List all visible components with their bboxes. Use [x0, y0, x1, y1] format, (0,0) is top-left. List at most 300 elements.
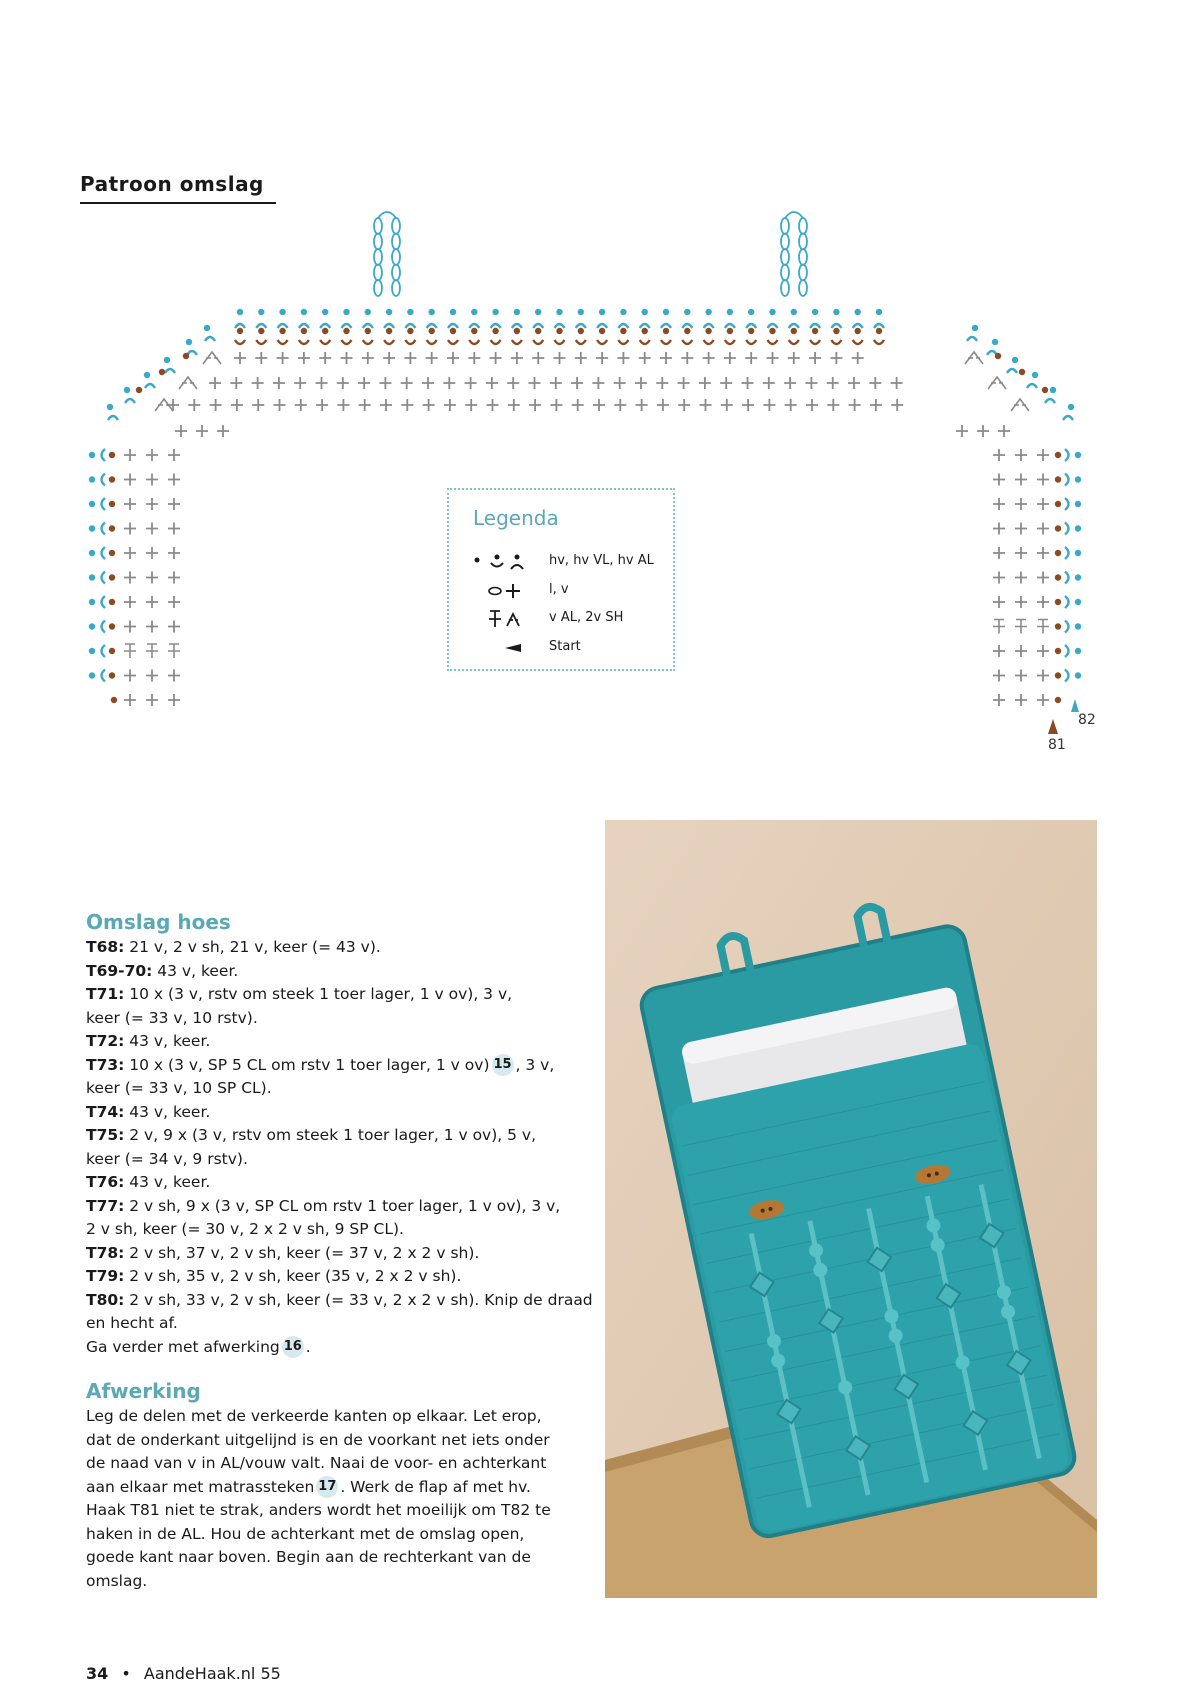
single-crochet-symbol: [209, 377, 221, 389]
side-arc: [1065, 645, 1069, 657]
single-crochet-symbol: [532, 352, 544, 364]
chain-oval: [799, 249, 807, 265]
single-crochet-symbol: [1037, 547, 1049, 559]
step-badge: 16: [282, 1336, 304, 1358]
back-loop-arc: [533, 324, 543, 328]
single-crochet-symbol: [550, 399, 562, 411]
chain-oval: [392, 280, 400, 296]
front-loop-arc: [427, 340, 437, 344]
single-crochet-symbol: [295, 399, 307, 411]
chain-dot: [663, 309, 669, 315]
instruction-line: [86, 1030, 596, 1054]
instruction-line: [86, 1265, 596, 1289]
chain-dot: [322, 309, 328, 315]
single-crochet-symbol: [124, 474, 136, 486]
back-loop-arc: [165, 369, 175, 373]
chain-dot: [791, 309, 797, 315]
chain-dot: [1055, 599, 1061, 605]
single-crochet-symbol: [636, 399, 648, 411]
single-crochet-symbol: [993, 670, 1005, 682]
chain-dot: [89, 599, 95, 605]
side-arc: [102, 547, 106, 559]
chain-dot: [620, 328, 626, 334]
chain-dot: [159, 369, 165, 375]
back-loop-arc: [1027, 384, 1037, 388]
row-label: T79:: [86, 1267, 125, 1285]
single-crochet-symbol: [168, 449, 180, 461]
chain-dot: [365, 309, 371, 315]
single-crochet-symbol: [168, 694, 180, 706]
instruction-line: [86, 1546, 596, 1570]
instruction-text: 2 v, 9 x (3 v, rstv om steek 1 toer lager, 1 v ov), 5 v,: [124, 1126, 537, 1144]
single-crochet-symbol: [849, 399, 861, 411]
side-arc: [102, 498, 106, 510]
chain-oval: [781, 265, 789, 281]
decrease-symbol: [203, 352, 221, 364]
front-loop-arc: [853, 340, 863, 344]
single-crochet-symbol: [869, 377, 881, 389]
chain-dot: [1055, 476, 1061, 482]
chain-oval: [392, 234, 400, 250]
front-loop-arc: [746, 340, 756, 344]
chain-dot: [386, 328, 392, 334]
back-loop-arc: [768, 324, 778, 328]
single-crochet-symbol: [124, 547, 136, 559]
side-arc: [102, 474, 106, 486]
side-arc: [102, 572, 106, 584]
single-crochet-symbol: [1015, 572, 1027, 584]
instruction-text: de naad van v in AL/vouw valt. Naai de voor- en achterkant: [86, 1454, 547, 1472]
single-crochet-symbol: [993, 547, 1005, 559]
single-crochet-symbol: [554, 352, 566, 364]
single-crochet-symbol: [168, 547, 180, 559]
single-crochet-symbol: [784, 377, 796, 389]
front-loop-arc: [768, 340, 778, 344]
front-loop-arc: [831, 340, 841, 344]
front-loop-arc: [597, 340, 607, 344]
chain-dot: [109, 672, 115, 678]
heading-afwerking: Afwerking: [86, 1379, 201, 1403]
single-crochet-symbol: [359, 399, 371, 411]
single-crochet-symbol: [230, 377, 242, 389]
front-loop-arc: [640, 340, 650, 344]
chain-dot: [972, 325, 978, 331]
single-crochet-symbol: [660, 352, 672, 364]
side-arc: [102, 449, 106, 461]
single-crochet-symbol: [423, 399, 435, 411]
back-loop-arc: [1007, 369, 1017, 373]
front-loop-arc: [618, 340, 628, 344]
instruction-line: [86, 1171, 596, 1195]
back-loop-arc: [725, 324, 735, 328]
chain-dot: [514, 328, 520, 334]
instruction-text: keer (= 33 v, 10 SP CL).: [86, 1079, 272, 1097]
start-arrow-icon: [469, 636, 529, 660]
front-loop-arc: [576, 340, 586, 344]
chain-dot: [1075, 672, 1081, 678]
chain-dot: [642, 328, 648, 334]
instruction-text: haken in de AL. Hou de achterkant met de omslag open,: [86, 1524, 525, 1543]
instruction-text: goede kant naar boven. Begin aan de rechterkant van de: [86, 1548, 531, 1566]
single-crochet-symbol: [188, 399, 200, 411]
chain-dot: [1075, 452, 1081, 458]
single-crochet-symbol: [124, 498, 136, 510]
chain-dot: [769, 328, 775, 334]
chain-dot: [492, 328, 498, 334]
instruction-line: [86, 1476, 596, 1500]
front-loop-arc: [256, 340, 266, 344]
instruction-text: keer (= 33 v, 10 rstv).: [86, 1008, 258, 1027]
backloop-single-crochet-symbol: [146, 644, 158, 658]
single-crochet-symbol: [827, 399, 839, 411]
chain-dot: [183, 353, 189, 359]
chain-oval: [374, 265, 382, 281]
chain-dot: [107, 404, 113, 410]
legend-row-slip-single: [449, 579, 677, 603]
instruction-text: 2 v sh, 35 v, 2 v sh, keer (35 v, 2 x 2 v sh).: [124, 1267, 462, 1285]
single-crochet-symbol: [319, 352, 331, 364]
chain-dot: [450, 328, 456, 334]
single-crochet-symbol: [380, 399, 392, 411]
single-crochet-symbol: [993, 645, 1005, 657]
back-loop-arc: [384, 324, 394, 328]
chain-oval: [799, 265, 807, 281]
single-crochet-symbol: [870, 399, 882, 411]
instruction-text: 10 x (3 v, SP 5 CL om rstv 1 toer lager, 1 v ov): [124, 1055, 490, 1074]
page-footer: [86, 1664, 281, 1683]
decrease-symbol: [965, 352, 983, 364]
instruction-line: [86, 1218, 596, 1242]
front-loop-arc: [491, 340, 501, 344]
single-crochet-symbol: [252, 377, 264, 389]
single-crochet-symbol: [1037, 523, 1049, 535]
legend-text: l, v: [549, 582, 569, 597]
instruction-line: [86, 1312, 596, 1336]
front-loop-arc: [789, 340, 799, 344]
chain-dot: [727, 309, 733, 315]
single-crochet-symbol: [745, 352, 757, 364]
single-crochet-symbol: [486, 377, 498, 389]
chain-dot: [684, 309, 690, 315]
instruction-line: [86, 1429, 596, 1453]
instruction-line: [86, 1452, 596, 1476]
chain-dot: [89, 574, 95, 580]
back-loop-arc: [512, 324, 522, 328]
step-badge: 17: [316, 1476, 338, 1498]
instruction-text: , 3 v,: [515, 1055, 555, 1074]
back-loop-arc: [235, 324, 245, 328]
single-crochet-symbol: [217, 425, 229, 437]
single-crochet-symbol: [767, 352, 779, 364]
chain-dot: [407, 328, 413, 334]
chain-dot: [279, 309, 285, 315]
chain-oval: [392, 265, 400, 281]
single-crochet-symbol: [383, 352, 395, 364]
single-crochet-symbol: [830, 352, 842, 364]
back-loop-arc: [320, 324, 330, 328]
single-crochet-symbol: [298, 352, 310, 364]
instruction-text: omslag.: [86, 1571, 148, 1590]
front-loop-arc: [555, 340, 565, 344]
single-crochet-symbol: [426, 352, 438, 364]
chain-dot: [279, 328, 285, 334]
chain-dot: [204, 325, 210, 331]
instruction-text: keer (= 34 v, 9 rstv).: [86, 1149, 248, 1168]
front-loop-arc: [363, 340, 373, 344]
side-arc: [1065, 572, 1069, 584]
back-loop-arc: [491, 324, 501, 328]
side-arc: [1065, 449, 1069, 461]
article: [86, 908, 596, 1593]
chain-dot: [1055, 623, 1061, 629]
single-crochet-symbol: [124, 694, 136, 706]
single-crochet-symbol: [146, 596, 158, 608]
single-crochet-symbol: [657, 399, 669, 411]
chain-dot: [1055, 452, 1061, 458]
single-crochet-symbol: [468, 352, 480, 364]
single-crochet-symbol: [1037, 449, 1049, 461]
chain-dot: [109, 599, 115, 605]
back-loop-arc: [810, 324, 820, 328]
single-crochet-symbol: [401, 399, 413, 411]
single-crochet-symbol: [1037, 596, 1049, 608]
single-crochet-symbol: [1015, 474, 1027, 486]
chain-dot: [791, 328, 797, 334]
chain-dot: [109, 574, 115, 580]
back-loop-arc: [874, 324, 884, 328]
chain-dot: [1075, 550, 1081, 556]
row-label: T74:: [86, 1102, 125, 1121]
single-crochet-symbol: [1037, 694, 1049, 706]
chain-dot: [450, 309, 456, 315]
single-crochet-symbol: [993, 523, 1005, 535]
single-crochet-symbol: [639, 352, 651, 364]
single-crochet-symbol: [1037, 572, 1049, 584]
single-crochet-symbol: [1015, 645, 1027, 657]
chain-dot: [258, 309, 264, 315]
chain-dot: [1055, 550, 1061, 556]
backloop-decrease-icon: [469, 607, 529, 631]
back-loop-arc: [704, 324, 714, 328]
chain-oval: [374, 280, 382, 296]
chain-oval: [781, 218, 789, 234]
instruction-text: en hecht af.: [86, 1314, 178, 1332]
chain-dot: [578, 309, 584, 315]
legend-text: hv, hv VL, hv AL: [549, 553, 654, 568]
chain-dot: [109, 648, 115, 654]
chain-dot: [855, 328, 861, 334]
start-arrow-icon: [1071, 699, 1079, 712]
back-loop-arc: [640, 324, 650, 328]
chain-oval: [374, 234, 382, 250]
side-arc: [102, 670, 106, 682]
instruction-line: [86, 1242, 596, 1266]
single-crochet-symbol: [404, 352, 416, 364]
side-arc: [102, 523, 106, 535]
side-arc: [1065, 621, 1069, 633]
single-crochet-symbol: [724, 352, 736, 364]
chain-dot: [301, 328, 307, 334]
single-crochet-symbol: [1015, 670, 1027, 682]
chain-dot: [876, 328, 882, 334]
back-loop-arc: [789, 324, 799, 328]
single-crochet-symbol: [487, 399, 499, 411]
single-crochet-symbol: [124, 596, 136, 608]
chain-dot: [471, 309, 477, 315]
single-crochet-symbol: [699, 377, 711, 389]
chain-dot: [109, 623, 115, 629]
single-crochet-symbol: [721, 399, 733, 411]
single-crochet-symbol: [124, 572, 136, 584]
chain-dot: [1075, 525, 1081, 531]
chain-dot: [89, 525, 95, 531]
single-crochet-symbol: [805, 377, 817, 389]
back-loop-arc: [256, 324, 266, 328]
back-loop-arc: [108, 416, 118, 420]
chain-oval: [374, 249, 382, 265]
single-crochet-symbol: [572, 399, 584, 411]
chain-dot: [322, 328, 328, 334]
instruction-text: .: [305, 1337, 311, 1356]
instruction-line: [86, 1336, 596, 1360]
instruction-text: 2 v sh, 37 v, 2 v sh, keer (= 37 v, 2 x 2 v sh).: [124, 1243, 480, 1262]
chain-dot: [578, 328, 584, 334]
single-crochet-symbol: [273, 377, 285, 389]
single-crochet-symbol: [617, 352, 629, 364]
chain-oval: [799, 280, 807, 296]
legend-box: [447, 488, 675, 671]
single-crochet-symbol: [852, 352, 864, 364]
row-label: T75:: [86, 1126, 125, 1144]
side-arc: [1065, 523, 1069, 535]
chain-dot: [89, 501, 95, 507]
single-crochet-symbol: [168, 523, 180, 535]
chain-dot: [89, 672, 95, 678]
single-crochet-symbol: [993, 449, 1005, 461]
single-crochet-symbol: [252, 399, 264, 411]
back-loop-arc: [145, 384, 155, 388]
chain-oval: [392, 249, 400, 265]
single-crochet-symbol: [788, 352, 800, 364]
back-loop-arc: [661, 324, 671, 328]
chain-dot: [748, 309, 754, 315]
single-crochet-symbol: [550, 377, 562, 389]
chain-dot: [407, 309, 413, 315]
single-crochet-symbol: [124, 523, 136, 535]
chain-dot: [642, 309, 648, 315]
chain-dot: [599, 309, 605, 315]
instruction-text: 2 v sh, 33 v, 2 v sh, keer (= 33 v, 2 x 2 v sh). Knip de draad: [124, 1290, 593, 1309]
single-crochet-symbol: [422, 377, 434, 389]
back-loop-arc: [125, 399, 135, 403]
chain-dot: [109, 550, 115, 556]
chain-dot: [1075, 623, 1081, 629]
chain-dot: [144, 372, 150, 378]
chain-dot: [1055, 501, 1061, 507]
chain-dot: [812, 328, 818, 334]
single-crochet-symbol: [508, 399, 520, 411]
chain-oval: [781, 280, 789, 296]
back-loop-arc: [746, 324, 756, 328]
single-crochet-symbol: [146, 449, 158, 461]
start-arrow-icon: [1048, 719, 1058, 734]
single-crochet-symbol: [146, 523, 158, 535]
row-label: T72:: [86, 1032, 125, 1050]
side-arc: [1065, 474, 1069, 486]
row-label: T71:: [86, 985, 125, 1003]
magazine-name: AandeHaak.nl 55: [143, 1664, 281, 1683]
chain-dot: [109, 501, 115, 507]
chain-dot: [556, 328, 562, 334]
instruction-line: [86, 1523, 596, 1547]
front-loop-arc: [299, 340, 309, 344]
back-loop-arc: [682, 324, 692, 328]
single-crochet-symbol: [146, 474, 158, 486]
single-crochet-symbol: [993, 694, 1005, 706]
instruction-line: [86, 1054, 596, 1078]
chain-dot: [1068, 404, 1074, 410]
front-loop-arc: [810, 340, 820, 344]
single-crochet-symbol: [444, 399, 456, 411]
back-loop-arc: [205, 337, 215, 341]
chain-dot: [1019, 369, 1025, 375]
chain-oval: [781, 234, 789, 250]
chain-dot: [1050, 387, 1056, 393]
back-loop-arc: [597, 324, 607, 328]
single-crochet-symbol: [700, 399, 712, 411]
back-loop-arc: [967, 337, 977, 341]
single-crochet-symbol: [993, 572, 1005, 584]
single-crochet-symbol: [956, 425, 968, 437]
chain-dot: [833, 309, 839, 315]
back-loop-arc: [618, 324, 628, 328]
single-crochet-symbol: [1015, 449, 1027, 461]
chain-dot: [1032, 372, 1038, 378]
chain-dot: [492, 309, 498, 315]
instruction-line: [86, 1124, 596, 1148]
single-crochet-symbol: [571, 377, 583, 389]
side-arc: [1065, 670, 1069, 682]
single-crochet-symbol: [401, 377, 413, 389]
chain-dot: [1012, 357, 1018, 363]
instruction-text: 10 x (3 v, rstv om steek 1 toer lager, 1 v ov), 3 v,: [124, 985, 513, 1003]
chain-dot: [705, 309, 711, 315]
chain-dot: [89, 452, 95, 458]
chain-oval: [799, 218, 807, 234]
chain-dot: [365, 328, 371, 334]
front-loop-arc: [342, 340, 352, 344]
front-loop-arc: [405, 340, 415, 344]
instruction-line: [86, 1077, 596, 1101]
single-crochet-symbol: [124, 670, 136, 682]
row-label-81: 81: [1048, 737, 1066, 753]
chain-dot: [992, 339, 998, 345]
chain-dot: [1042, 387, 1048, 393]
chain-dot: [705, 328, 711, 334]
chain-dot: [89, 623, 95, 629]
single-crochet-symbol: [362, 352, 374, 364]
chain-dot: [1075, 476, 1081, 482]
chain-dot: [535, 309, 541, 315]
instruction-text: . Werk de flap af met hv.: [340, 1477, 531, 1496]
single-crochet-symbol: [277, 352, 289, 364]
chain-dot: [301, 309, 307, 315]
single-crochet-symbol: [337, 399, 349, 411]
instruction-text: Leg de delen met de verkeerde kanten op elkaar. Let erop,: [86, 1407, 542, 1425]
chain-dot: [111, 697, 117, 703]
single-crochet-symbol: [443, 377, 455, 389]
chain-dot: [1075, 599, 1081, 605]
